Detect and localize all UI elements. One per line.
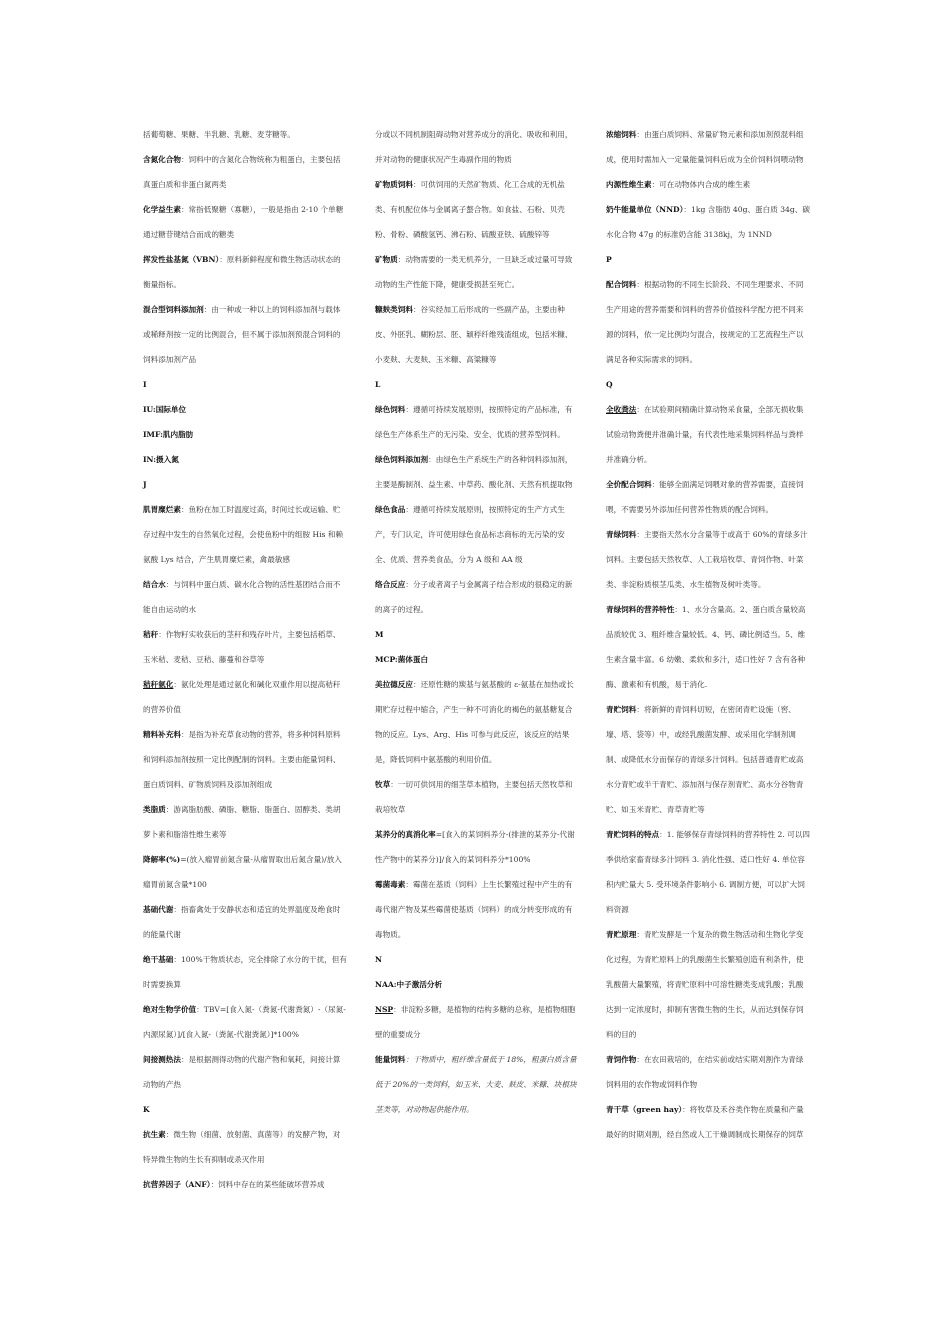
- entry-definition: ：1、水分含量高。2、蛋白质含量较高品质较优 3、粗纤维含量较低。4、钙、磷比例适当。5、维生素含量丰富。6 幼嫩、柔软和多汁，适口性好 7 含有各种酶、激素和有机酸，易于消化.: [606, 605, 806, 689]
- glossary-entry: [375, 672, 580, 772]
- entry-definition: ：可在动物体内合成的维生素: [651, 180, 751, 189]
- glossary-entry: [143, 947, 348, 997]
- glossary-entry: [375, 572, 580, 622]
- entry-term: 肌胃糜烂素: [143, 505, 181, 514]
- entry-definition: ：霉菌在基质（饲料）上生长繁殖过程中产生的有毒代谢产物及某些霉菌使基质（饲料）的成分转变形成的有毒物质。: [375, 880, 573, 939]
- glossary-entry: [606, 1047, 811, 1097]
- glossary-entry: [143, 497, 348, 572]
- entry-definition: ：原料新鲜程度和微生物活动状态的衡量指标。: [143, 255, 341, 289]
- entry-definition: ：TBV=[食入氮-（粪氮-代谢粪氮）-（尿氮-内源尿氮）]/[食入氮-（粪氮-代谢粪氮）]*100%: [143, 1005, 346, 1039]
- entry-definition: ：根据动物的不同生长阶段、不同生理要求、不同生产用途的营养需要和饲料的营养价值按科学配方把不同来源的饲料，依一定比例均匀混合，按规定的工艺流程生产以满足各种实际需求的饲料。: [606, 280, 804, 364]
- entry-term: 抗营养因子（ANF）: [143, 1180, 211, 1189]
- entry-term: 青饲作物: [606, 1055, 637, 1064]
- entry-definition: ：1kg 含脂肪 40g、蛋白质 34g、碳水化合物 47g 的标准奶含能 3138kj，为 1NND: [606, 205, 810, 239]
- glossary-entry: [375, 172, 580, 247]
- entry-definition: ：分子或者离子与金属离子结合形成的很稳定的新的离子的过程。: [375, 580, 573, 614]
- section-letter: I: [143, 380, 147, 389]
- entry-term: 青绿饲料的营养特性: [606, 605, 675, 614]
- entry-definition: ：指畜禽处于安静状态和适宜的处界温度及绝食时的能量代谢: [143, 905, 341, 939]
- entry-definition: ：遵循可持续发展原则，按照特定的产品标准，有绿色生产体系生产的无污染、安全、优质的营养型饲料。: [375, 405, 573, 439]
- entry-definition: ：饲料中的含氮化合物统称为粗蛋白，主要包括真蛋白质和非蛋白氮两类: [143, 155, 341, 189]
- glossary-entry: [143, 622, 348, 672]
- entry-term: 抗生素: [143, 1130, 166, 1139]
- entry-definition: ：可供饲用的天然矿物质、化工合成的无机盐类、有机配位体与金属离子螯合物。如食盐、石粉、贝壳粉、骨粉、磷酸氢钙、沸石粉、硫酸亚铁、硫酸锌等: [375, 180, 565, 239]
- glossary-entry: [143, 672, 348, 722]
- entry-term: 精料补充料: [143, 730, 181, 739]
- entry-term: IMF:肌内脂肪: [143, 430, 194, 439]
- entry-definition: ：青贮发酵是一个复杂的微生物活动和生物化学变化过程，为青贮原料上的乳酸菌生长繁殖创造有利条件，使乳酸菌大量繁殖，将青贮原料中可溶性糖类变成乳酸；乳酸达到一定浓度时，抑制有害微生物的生长，从而达到保存饲料的目的: [606, 930, 804, 1039]
- entry-term: 绿色饲料添加剂: [375, 455, 429, 464]
- entry-term: 结合水: [143, 580, 166, 589]
- entry-term: 青干草（green hay）: [606, 1105, 683, 1114]
- glossary-entry: [143, 247, 348, 297]
- entry-term: 绿色饲料: [375, 405, 406, 414]
- entry-definition: ：干物质中，粗纤维含量低于 18%，粗蛋白质含量低于 20%的一类饲料，如玉米、大麦、麸皮、米糠、块根块茎类等，对动物起供能作用。: [375, 1055, 577, 1114]
- entry-term: 青贮饲料的特点: [606, 830, 660, 839]
- glossary-entry: [375, 872, 580, 947]
- glossary-entry: [143, 847, 348, 897]
- column-1: [143, 122, 348, 1197]
- entry-definition: ：将新鲜的青饲料切短，在密闭青贮设施（窖、壕、塔、袋等）中，或经乳酸菌发酵、或采用化学制剂调制、或降低水分而保存的青绿多汁饲料。包括普通青贮或高水分青贮或半干青贮、添加剂与保存剂青贮、高水分谷物青贮、如玉米青贮、青草青贮等: [606, 705, 804, 814]
- entry-term: 络合反应: [375, 580, 406, 589]
- entry-definition: =(放入瘤胃前氮含量-从瘤胃取出后氮含量)/放入瘤胃前氮含量*100: [143, 855, 342, 889]
- entry-term: 类脂质: [143, 805, 166, 814]
- section-letter: P: [606, 255, 612, 264]
- section-letter: L: [375, 380, 381, 389]
- glossary-entry: [606, 197, 811, 247]
- glossary-entry: [143, 572, 348, 622]
- entry-term: NSP: [375, 1005, 394, 1014]
- glossary-entry: [143, 1172, 348, 1197]
- entry-term: 化学益生素: [143, 205, 181, 214]
- glossary-entry: [143, 897, 348, 947]
- glossary-entry: [606, 522, 811, 597]
- glossary-entry: [143, 447, 348, 472]
- section-letter: J: [143, 480, 147, 489]
- glossary-entry: [143, 1047, 348, 1097]
- entry-definition: ：非淀粉多糖，是植物的结构多糖的总称，是植物细胞壁的重要成分: [375, 1005, 576, 1039]
- entry-term: 美拉德反应: [375, 680, 413, 689]
- entry-definition: ：一切可供饲用的细茎草本植物，主要包括天然牧草和栽培牧草: [375, 780, 573, 814]
- entry-definition: ：由绿色生产系统生产的各种饲料添加剂，主要是酶制剂、益生素、中草药、酸化剂、天然有机提取物: [375, 455, 573, 489]
- entry-term: 霉菌毒素: [375, 880, 406, 889]
- entry-term: 能量饲料: [375, 1055, 406, 1064]
- entry-definition: 括葡萄糖、果糖、半乳糖、乳糖、麦芽糖等。: [143, 130, 295, 139]
- entry-term: NAA:中子激活分析: [375, 980, 443, 989]
- entry-definition: ：在农田栽培的，在结实前或结实期刈割作为青绿饲料用的农作物或饲料作物: [606, 1055, 804, 1089]
- entry-term: 绿色食品: [375, 505, 406, 514]
- entry-definition: ：谷实经加工后形成的一些副产品，主要由种皮、外胚乳、糊粉层、胚、颖稃纤维残渣组成，包括米糠、小麦麸、大麦麸、玉米糠、高粱糠等: [375, 305, 573, 364]
- glossary-entry: [375, 1047, 580, 1122]
- glossary-entry: [143, 197, 348, 247]
- glossary-entry: [375, 247, 580, 297]
- section-letter: K: [143, 1105, 150, 1114]
- glossary-entry: [606, 472, 811, 522]
- glossary-entry: [375, 447, 580, 497]
- entry-definition: ：1. 能够保存青绿饲料的营养特性 2. 可以四季供给家畜青绿多汁饲料 3. 消化性强、适口性好 4. 单位容积内贮量大 5. 受环境条件影响小 6. 调制方便，可以扩大饲料资源: [606, 830, 810, 914]
- entry-term: 内源性维生素: [606, 180, 652, 189]
- glossary-entry: [606, 172, 811, 197]
- glossary-entry: [143, 1122, 348, 1172]
- glossary-entry: [606, 922, 811, 1047]
- column-3: [606, 122, 811, 1147]
- entry-definition: ：100%干物质状态，完全排除了水分的干扰，但有时需要换算: [143, 955, 347, 989]
- entry-term: 绝干基础: [143, 955, 174, 964]
- entry-term: 青绿饲料: [606, 530, 637, 539]
- glossary-entry: [143, 422, 348, 447]
- glossary-entry: [375, 997, 580, 1047]
- entry-definition: ：由一种或一种以上的饲料添加剂与载体或稀释剂按一定的比例混合，但不属于添加剂预混合饲料的饲料添加剂产品: [143, 305, 341, 364]
- entry-definition: ：氨化处理是通过氨化和碱化双重作用以提高秸秆的营养价值: [143, 680, 341, 714]
- glossary-entry: [375, 772, 580, 822]
- entry-definition: ：能够全面满足饲喂对象的营养需要，直接饲喂，不需要另外添加任何营养性物质的配合饲料。: [606, 480, 804, 514]
- entry-definition: ：将牧草及禾谷类作物在质量和产量最好的时期刈割，经自然或人工干燥调制成长期保存的饲草: [606, 1105, 804, 1139]
- entry-definition: =[食入的某饲料养分-(排泄的某养分-代谢性产物中的某养分)]/食入的某饲料养分*100%: [375, 830, 575, 864]
- glossary-entry: [143, 397, 348, 422]
- entry-term: 绝对生物学价值: [143, 1005, 197, 1014]
- section-letter: Q: [606, 380, 613, 389]
- glossary-entry: [606, 272, 811, 372]
- section-letter: M: [375, 630, 384, 639]
- glossary-entry: [375, 497, 580, 572]
- glossary-entry: [143, 997, 348, 1047]
- entry-definition: ：作物籽实收获后的茎秆和残存叶片，主要包括稻草、玉米秸、麦秸、豆秸、藤蔓和谷草等: [143, 630, 341, 664]
- entry-term: IU:国际单位: [143, 405, 187, 414]
- entry-term: 牧草: [375, 780, 391, 789]
- glossary-entry: [606, 822, 811, 922]
- entry-definition: ：还原性糖的羰基与氨基酸的 ε-氨基在加热或长期贮存过程中缩合，产生一种不可消化的褐色的氨基糖复合物的反应。Lys、Arg、His 可参与此反应，该反应的结果是，降低饲料中氨基酸的利用价值。: [375, 680, 574, 764]
- entry-definition: ：在试验期间精确计算动物采食量，全部无损收集试验动物粪便并准确计量，有代表性地采集饲料样品与粪样并准确分析。: [606, 405, 804, 464]
- glossary-entry: [606, 397, 811, 472]
- entry-term: 青贮饲料: [606, 705, 637, 714]
- entry-definition: ：与饲料中蛋白质、碳水化合物的活性基团结合而不能自由运动的水: [143, 580, 341, 614]
- entry-term: 某养分的真消化率: [375, 830, 436, 839]
- entry-term: 全收粪法: [606, 405, 637, 414]
- entry-term: 矿物质饲料: [375, 180, 413, 189]
- glossary-entry: [375, 822, 580, 872]
- glossary-entry: [143, 122, 348, 147]
- entry-definition: ：是根据测得动物的代谢产物和氧耗，间接计算动物的产热: [143, 1055, 341, 1089]
- entry-term: 秸秆氨化: [143, 680, 174, 689]
- entry-definition: 分或以不同机制阻碍动物对营养成分的消化、吸收和利用，并对动物的健康状况产生毒副作用的物质: [375, 130, 573, 164]
- glossary-entry: [606, 697, 811, 822]
- entry-definition: ：是指为补充草食动物的营养，将多种饲料原料和饲料添加剂按照一定比例配制的饲料。主要由能量饲料、蛋白质饲料、矿物质饲料及添加剂组成: [143, 730, 341, 789]
- entry-term: 降解率(%): [143, 855, 181, 864]
- entry-term: 全价配合饲料: [606, 480, 652, 489]
- entry-term: 基础代谢: [143, 905, 174, 914]
- entry-term: 配合饲料: [606, 280, 637, 289]
- entry-definition: ：游离脂肪酸、磷脂、糖脂、脂蛋白、固醇类、类胡萝卜素和脂溶性维生素等: [143, 805, 341, 839]
- glossary-entry: [375, 397, 580, 447]
- glossary-entry: [606, 122, 811, 172]
- glossary-entry: [375, 647, 580, 672]
- entry-definition: ：微生物（细菌、放射菌、真菌等）的发酵产物，对特异微生物的生长有抑制或杀灭作用: [143, 1130, 341, 1164]
- glossary-entry: [143, 797, 348, 847]
- glossary-entry: [375, 972, 580, 997]
- entry-term: MCP:菌体蛋白: [375, 655, 429, 664]
- entry-term: 混合型饲料添加剂: [143, 305, 204, 314]
- entry-term: 青贮原理: [606, 930, 637, 939]
- entry-term: 挥发性盐基氮（VBN）: [143, 255, 220, 264]
- glossary-entry: [606, 1097, 811, 1147]
- entry-term: 糠麸类饲料: [375, 305, 413, 314]
- column-2: [375, 122, 580, 1122]
- entry-definition: ：常指低聚糖（寡糖），一般是指由 2-10 个单糖通过糖苷键结合而成的糖类: [143, 205, 344, 239]
- section-letter: N: [375, 955, 382, 964]
- entry-term: 秸秆: [143, 630, 159, 639]
- entry-term: 间接测热法: [143, 1055, 181, 1064]
- entry-definition: ：主要指天然水分含量等于或高于 60%的青绿多汁饲料。主要包括天然牧草、人工栽培牧草、青饲作物、叶菜类、非淀粉质根茎瓜类、水生植物及树叶类等。: [606, 530, 808, 589]
- glossary-entry: [375, 122, 580, 172]
- entry-term: 含氮化合物: [143, 155, 181, 164]
- glossary-entry: [606, 597, 811, 697]
- entry-definition: ：由蛋白质饲料、常量矿物元素和添加剂预混料组成，使用时需加入一定量能量饲料后成为全价饲料饲喂动物: [606, 130, 804, 164]
- entry-definition: ：鱼粉在加工时温度过高，时间过长或运输、贮存过程中发生的自然氧化过程，会使鱼粉中的组胺 His 和赖氨酸 Lys 结合，产生肌胃糜烂素，禽最敏感: [143, 505, 344, 564]
- glossary-entry: [143, 722, 348, 797]
- entry-term: IN:摄入氮: [143, 455, 179, 464]
- glossary-entry: [143, 147, 348, 197]
- glossary-entry: [375, 297, 580, 372]
- entry-term: 矿物质: [375, 255, 398, 264]
- entry-definition: ：遵循可持续发展原则，按照特定的生产方式生产，专门认定，许可使用绿色食品标志商标的无污染的安全、优质、营养类食品，分为 A 级和 AA 级: [375, 505, 565, 564]
- glossary-entry: [143, 297, 348, 372]
- entry-definition: ：饲料中存在的某些能破坏营养成: [210, 1180, 325, 1189]
- entry-term: 奶牛能量单位（NND）: [606, 205, 684, 214]
- entry-term: 浓缩饲料: [606, 130, 637, 139]
- entry-definition: ：动物需要的一类无机养分，一旦缺乏或过量可导致动物的生产性能下降，健康受损甚至死亡。: [375, 255, 573, 289]
